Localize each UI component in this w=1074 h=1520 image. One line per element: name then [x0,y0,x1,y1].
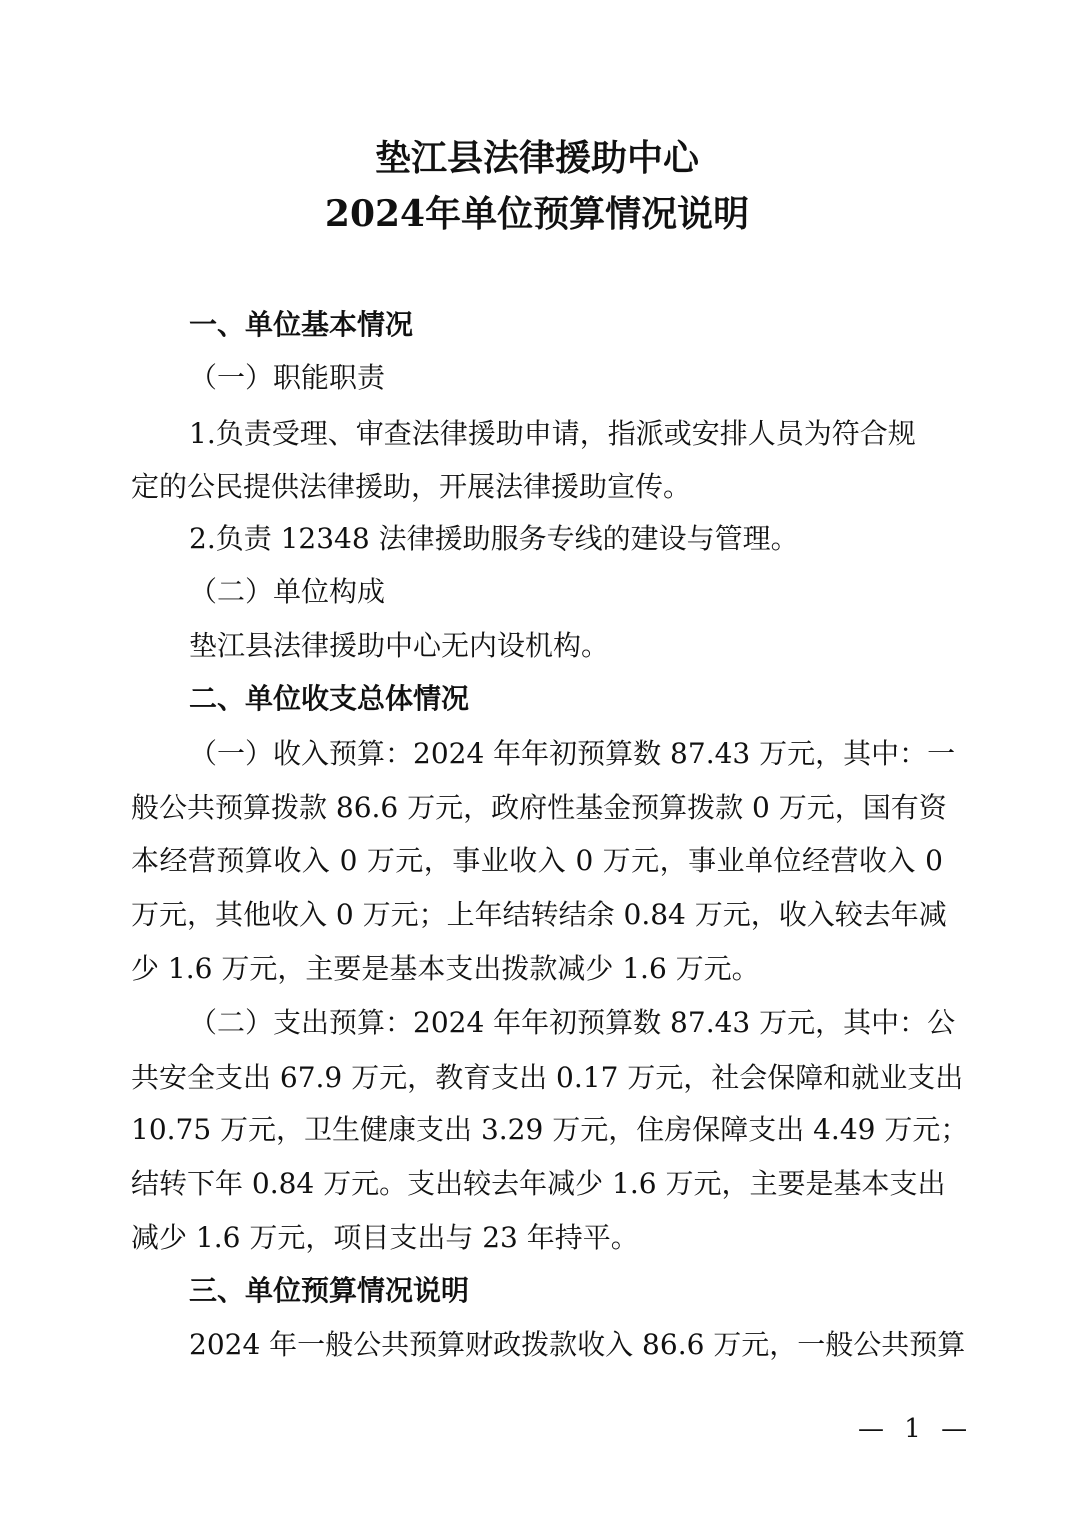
paragraph-line: 共安全支出 67.9 万元，教育支出 0.17 万元，社会保障和就业支出 [131,1061,964,1094]
paragraph-line: 1.负责受理、审查法律援助申请，指派或安排人员为符合规 [189,417,916,450]
subsection-heading-composition: （二）单位构成 [189,575,386,608]
subsection-heading-functions: （一）职能职责 [189,361,386,394]
paragraph-line: 万元，其他收入 0 万元；上年结转结余 0.84 万元，收入较去年减 [131,898,947,931]
paragraph-line: （一）收入预算：2024 年年初预算数 87.43 万元，其中：一 [189,737,956,770]
document-title: 垫江县法律援助中心 [374,137,699,179]
page-number: — 1 — [858,1414,974,1444]
section-heading-1: 一、单位基本情况 [189,308,414,341]
document-subtitle: 2024年单位预算情况说明 [324,193,750,235]
paragraph-line: 减少 1.6 万元，项目支出与 23 年持平。 [131,1221,639,1254]
section-heading-3: 三、单位预算情况说明 [189,1274,470,1307]
paragraph-line: 少 1.6 万元，主要是基本支出拨款减少 1.6 万元。 [131,952,760,985]
paragraph-line: 2.负责 12348 法律援助服务专线的建设与管理。 [189,522,799,555]
paragraph-line: （二）支出预算：2024 年年初预算数 87.43 万元，其中：公 [189,1006,956,1039]
paragraph-line: 结转下年 0.84 万元。支出较去年减少 1.6 万元，主要是基本支出 [131,1167,946,1200]
paragraph-line: 本经营预算收入 0 万元，事业收入 0 万元，事业单位经营收入 0 [131,844,943,877]
paragraph-line: 2024 年一般公共预算财政拨款收入 86.6 万元，一般公共预算 [189,1328,966,1361]
paragraph-line: 垫江县法律援助中心无内设机构。 [189,629,610,662]
paragraph-line: 定的公民提供法律援助，开展法律援助宣传。 [131,470,692,503]
paragraph-line: 10.75 万元，卫生健康支出 3.29 万元，住房保障支出 4.49 万元； [131,1113,969,1146]
paragraph-line: 般公共预算拨款 86.6 万元，政府性基金预算拨款 0 万元，国有资 [131,791,947,824]
section-heading-2: 二、单位收支总体情况 [189,682,470,715]
